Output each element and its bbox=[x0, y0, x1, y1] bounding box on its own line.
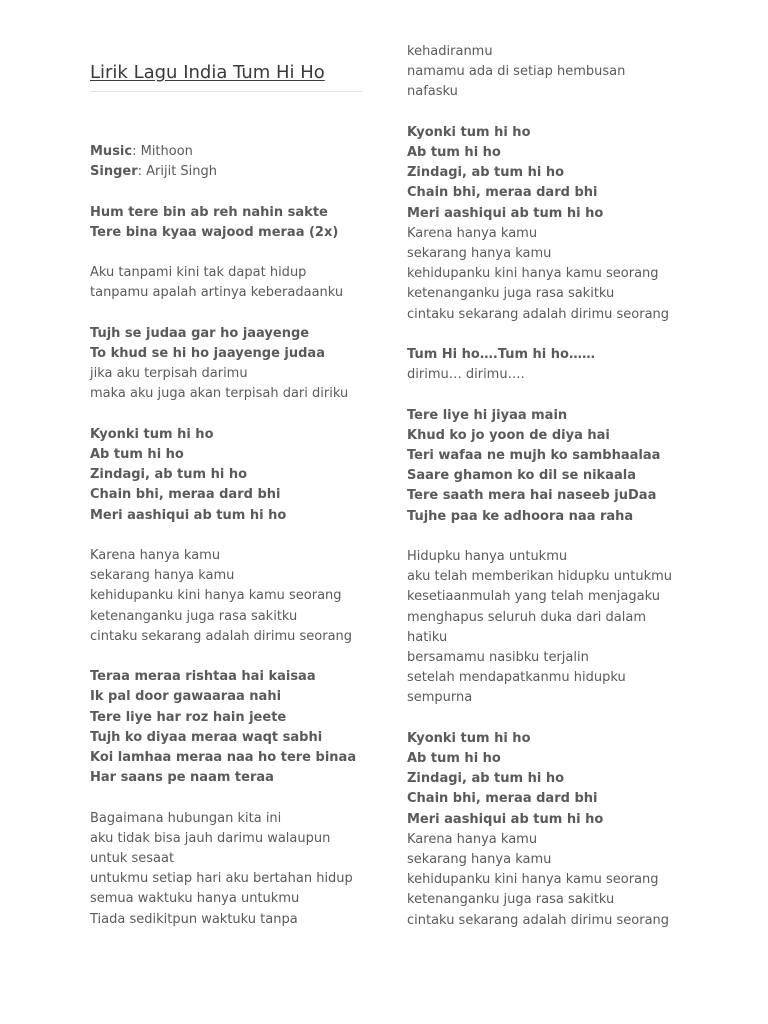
lyric-line: tanpamu apalah artinya keberadaanku bbox=[90, 285, 344, 301]
lyric-stanza bbox=[407, 547, 672, 709]
credits bbox=[90, 142, 356, 182]
lyric-stanza bbox=[90, 324, 356, 405]
lyric-line: sekarang hanya kamu bbox=[90, 568, 235, 584]
lyric-line: aku telah memberikan hidupku untukmu bbox=[407, 569, 673, 585]
lyric-stanza bbox=[407, 42, 672, 103]
lyric-line: Ab tum hi ho bbox=[90, 446, 184, 462]
lyric-line: cintaku sekarang adalah dirimu seorang bbox=[407, 306, 670, 322]
lyric-line: kesetiaanmulah yang telah menjagaku bbox=[407, 589, 660, 605]
lyric-line: nafasku bbox=[407, 84, 458, 100]
music-label: Music bbox=[90, 144, 133, 159]
lyric-line: kehadiranmu bbox=[407, 44, 493, 59]
lyric-line: Tere liye har roz hain jeete bbox=[90, 709, 287, 725]
lyric-line: semua waktuku hanya untukmu bbox=[90, 891, 300, 907]
lyric-stanza bbox=[90, 425, 356, 526]
lyric-line: Zindagi, ab tum hi ho bbox=[407, 771, 565, 787]
lyric-line: sekarang hanya kamu bbox=[407, 246, 552, 262]
lyric-line: kehidupanku kini hanya kamu seorang bbox=[407, 266, 659, 282]
lyric-line: kehidupanku kini hanya kamu seorang bbox=[407, 872, 659, 888]
lyric-line: Kyonki tum hi ho bbox=[90, 426, 214, 442]
lyric-line: Kyonki tum hi ho bbox=[407, 730, 531, 746]
lyric-line: Tere saath mera hai naseeb juDaa bbox=[407, 488, 657, 504]
lyric-stanza bbox=[407, 123, 672, 325]
lyric-line: Tiada sedikitpun waktuku tanpa bbox=[90, 911, 298, 927]
left-column bbox=[90, 142, 356, 950]
lyric-stanza bbox=[407, 406, 672, 527]
lyric-line: Karena hanya kamu bbox=[407, 225, 538, 241]
lyric-line: cintaku sekarang adalah dirimu seorang bbox=[90, 628, 353, 644]
lyric-line: Khud ko jo yoon de diya hai bbox=[407, 427, 610, 443]
lyric-line: Tere bina kyaa wajood meraa (2x) bbox=[90, 224, 339, 240]
lyric-line: Meri aashiqui ab tum hi ho bbox=[407, 811, 604, 827]
lyric-line: Ab tum hi ho bbox=[407, 145, 501, 160]
lyric-line: Zindagi, ab tum hi ho bbox=[407, 165, 565, 181]
lyric-line: Ik pal door gawaaraa nahi bbox=[90, 689, 282, 705]
lyric-line: To khud se hi ho jaayenge judaa bbox=[90, 345, 325, 361]
lyric-line: ketenanganku juga rasa sakitku bbox=[407, 286, 615, 302]
lyric-stanza bbox=[90, 809, 356, 930]
singer-value: : Arijit Singh bbox=[137, 164, 218, 180]
lyric-stanza bbox=[90, 263, 356, 303]
lyric-stanza bbox=[407, 345, 672, 385]
lyric-line: sekarang hanya kamu bbox=[407, 852, 552, 868]
lyric-line: setelah mendapatkanmu hidupku bbox=[407, 670, 626, 686]
lyric-line: Karena hanya kamu bbox=[407, 831, 538, 847]
lyric-line: Hidupku hanya untukmu bbox=[407, 549, 568, 565]
lyric-line: Tujh se judaa gar ho jaayenge bbox=[90, 325, 310, 341]
lyric-line: Tum Hi ho….Tum hi ho…… bbox=[407, 347, 595, 363]
right-column bbox=[407, 42, 672, 951]
lyric-line: aku tidak bisa jauh darimu walaupun bbox=[90, 830, 331, 846]
lyric-line: kehidupanku kini hanya kamu seorang bbox=[90, 588, 342, 604]
title-divider bbox=[90, 91, 362, 92]
lyric-line: cintaku sekarang adalah dirimu seorang bbox=[407, 912, 670, 928]
lyric-line: dirimu… dirimu…. bbox=[407, 367, 525, 383]
lyric-line: menghapus seluruh duka dari dalam bbox=[407, 609, 646, 625]
lyric-line: Ab tum hi ho bbox=[407, 751, 501, 767]
lyric-line: Teri wafaa ne mujh ko sambhaalaa bbox=[407, 448, 661, 464]
lyric-stanza bbox=[407, 729, 672, 931]
lyric-line: Tere liye hi jiyaa main bbox=[407, 407, 568, 423]
singer-label: Singer bbox=[90, 164, 138, 180]
lyric-line: Kyonki tum hi ho bbox=[407, 124, 531, 140]
music-credit bbox=[90, 142, 356, 162]
lyric-line: Har saans pe naam teraa bbox=[90, 770, 274, 786]
lyric-line: namamu ada di setiap hembusan bbox=[407, 64, 626, 80]
lyric-line: Aku tanpami kini tak dapat hidup bbox=[90, 265, 307, 281]
lyric-stanza bbox=[90, 667, 356, 788]
lyric-line: Saare ghamon ko dil se nikaala bbox=[407, 468, 636, 484]
lyric-stanza bbox=[90, 546, 356, 647]
lyric-line: Teraa meraa rishtaa hai kaisaa bbox=[90, 669, 316, 685]
lyric-stanza bbox=[90, 203, 356, 243]
lyric-line: untuk sesaat bbox=[90, 851, 175, 866]
lyric-line: bersamamu nasibku terjalin bbox=[407, 650, 589, 666]
lyric-line: untukmu setiap hari aku bertahan hidup bbox=[90, 871, 353, 887]
lyric-line: Tujh ko diyaa meraa waqt sabhi bbox=[90, 729, 323, 745]
lyric-line: Hum tere bin ab reh nahin sakte bbox=[90, 204, 328, 220]
lyric-line: Karena hanya kamu bbox=[90, 547, 221, 563]
lyric-line: hatiku bbox=[407, 629, 448, 645]
lyric-line: Koi lamhaa meraa naa ho tere binaa bbox=[90, 750, 357, 765]
lyric-line: sempurna bbox=[407, 690, 473, 706]
lyric-line: ketenanganku juga rasa sakitku bbox=[90, 608, 298, 624]
lyric-line: Bagaimana hubungan kita ini bbox=[90, 810, 282, 826]
music-value: : Mithoon bbox=[132, 144, 193, 159]
lyric-line: maka aku juga akan terpisah dari diriku bbox=[90, 386, 349, 402]
lyric-line: Tujhe paa ke adhoora naa raha bbox=[407, 508, 634, 524]
lyric-line: Chain bhi, meraa dard bhi bbox=[90, 487, 281, 503]
lyric-line: jika aku terpisah darimu bbox=[90, 366, 248, 382]
singer-credit bbox=[90, 162, 356, 182]
lyric-line: Chain bhi, meraa dard bhi bbox=[407, 791, 598, 807]
lyric-line: ketenanganku juga rasa sakitku bbox=[407, 892, 615, 908]
lyric-line: Chain bhi, meraa dard bhi bbox=[407, 185, 598, 201]
document-title: Lirik Lagu India Tum Hi Ho bbox=[90, 62, 325, 83]
lyric-line: Meri aashiqui ab tum hi ho bbox=[90, 507, 287, 523]
lyric-line: Meri aashiqui ab tum hi ho bbox=[407, 205, 604, 221]
lyric-line: Zindagi, ab tum hi ho bbox=[90, 467, 248, 483]
